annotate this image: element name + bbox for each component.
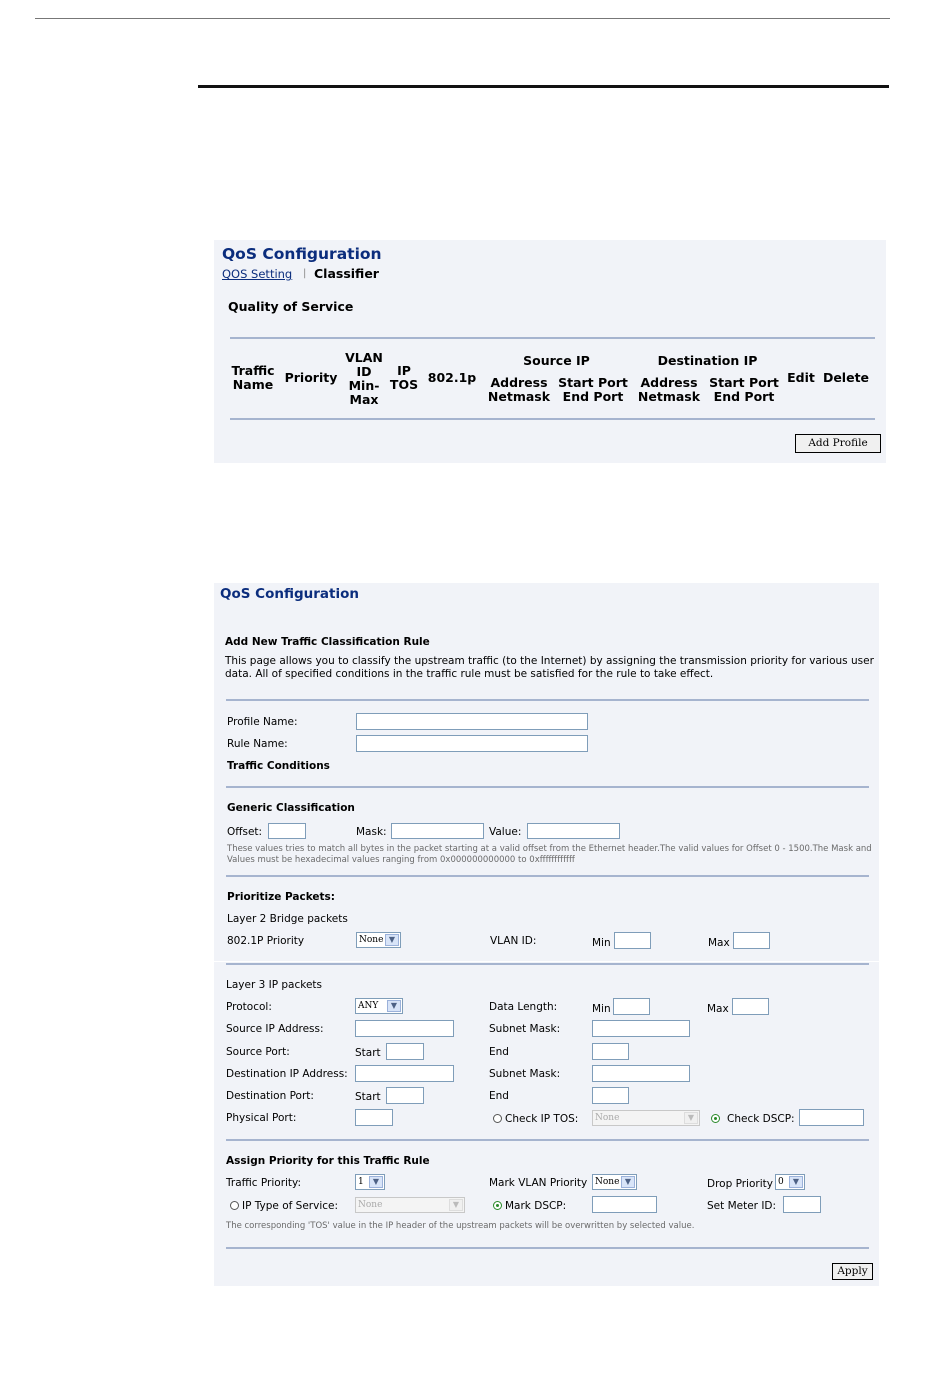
check-ip-tos-label: Check IP TOS: <box>505 1113 579 1125</box>
8021p-priority-select[interactable] <box>356 932 401 948</box>
col-destination-ip: Destination IP <box>657 353 758 368</box>
traffic-priority-select[interactable] <box>355 1174 385 1190</box>
panel-title: QoS Configuration <box>220 586 359 602</box>
chevron-down-icon: ▼ <box>449 1199 463 1211</box>
traffic-priority-value: 1 <box>358 1177 364 1187</box>
data-length-label: Data Length: <box>489 1001 558 1013</box>
col-destination-address: Address Netmask <box>637 375 701 404</box>
col-ip-tos: IP TOS <box>389 363 419 392</box>
section-title: Quality of Service <box>228 299 354 314</box>
source-port-end-input[interactable] <box>592 1043 629 1060</box>
divider-5 <box>226 1139 869 1141</box>
divider-6 <box>226 1247 869 1249</box>
physical-port-label: Physical Port: <box>226 1112 297 1124</box>
vlan-id-label: VLAN ID: <box>490 935 537 947</box>
destination-ip-label: Destination IP Address: <box>226 1068 348 1080</box>
protocol-label: Protocol: <box>226 1001 272 1013</box>
vlan-min-label: Min <box>592 937 611 949</box>
drop-priority-label: Drop Priority <box>707 1178 773 1190</box>
set-meter-id-label: Set Meter ID: <box>707 1200 777 1212</box>
qos-setting-link[interactable]: QOS Setting <box>222 267 293 281</box>
source-port-end-label: End <box>489 1046 509 1058</box>
check-dscp-radio[interactable] <box>711 1114 720 1123</box>
classifier-panel <box>214 240 886 463</box>
source-port-start-input[interactable] <box>386 1043 424 1060</box>
protocol-select[interactable] <box>355 998 403 1014</box>
destination-ip-input[interactable] <box>355 1065 454 1082</box>
apply-button[interactable]: Apply <box>832 1263 873 1280</box>
divider-4 <box>226 963 869 965</box>
destination-port-end-label: End <box>489 1090 509 1102</box>
source-ip-input[interactable] <box>355 1020 454 1037</box>
8021p-priority-label: 802.1P Priority <box>227 935 305 947</box>
check-ip-tos-radio[interactable] <box>493 1114 502 1123</box>
vlan-max-input[interactable] <box>733 932 770 949</box>
col-priority: Priority <box>284 370 338 385</box>
mark-vlan-priority-label: Mark VLAN Priority <box>489 1177 588 1189</box>
source-subnet-mask-label: Subnet Mask: <box>489 1023 561 1035</box>
chevron-down-icon: ▼ <box>385 934 399 946</box>
vlan-min-input[interactable] <box>614 932 651 949</box>
col-delete: Delete <box>822 370 870 385</box>
col-traffic-name: Traffic Name <box>231 363 275 392</box>
generic-classification-heading: Generic Classification <box>227 802 355 814</box>
drop-priority-select[interactable] <box>775 1174 805 1190</box>
value-input[interactable] <box>527 823 620 839</box>
col-source-port: Start Port End Port <box>558 375 628 404</box>
table-top-divider <box>230 337 875 339</box>
source-ip-label: Source IP Address: <box>226 1023 324 1035</box>
band-separator <box>214 961 879 962</box>
ip-type-of-service-value: None <box>358 1200 383 1210</box>
rule-name-input[interactable] <box>356 735 588 752</box>
chevron-down-icon: ▼ <box>684 1112 698 1124</box>
section-divider-rule <box>198 85 889 88</box>
prioritize-packets-heading: Prioritize Packets: <box>227 891 335 903</box>
check-dscp-label: Check DSCP: <box>727 1113 795 1125</box>
destination-port-start-input[interactable] <box>386 1087 424 1104</box>
chevron-down-icon: ▼ <box>387 1000 401 1012</box>
traffic-priority-label: Traffic Priority: <box>226 1177 302 1189</box>
mark-dscp-radio[interactable] <box>493 1201 502 1210</box>
source-port-start-label: Start <box>355 1047 381 1059</box>
col-vlan-id: VLAN ID Min- Max <box>345 350 383 407</box>
divider-3 <box>226 875 869 877</box>
data-length-min-input[interactable] <box>613 998 650 1015</box>
value-label: Value: <box>489 826 522 838</box>
page-top-rule <box>35 18 890 19</box>
destination-subnet-mask-input[interactable] <box>592 1065 690 1082</box>
profile-name-label: Profile Name: <box>227 716 298 728</box>
destination-port-start-label: Start <box>355 1091 381 1103</box>
chevron-down-icon: ▼ <box>369 1176 383 1188</box>
check-dscp-input[interactable] <box>799 1109 864 1126</box>
chevron-down-icon: ▼ <box>789 1176 803 1188</box>
data-length-max-label: Max <box>707 1003 729 1015</box>
ip-type-of-service-select[interactable] <box>355 1197 465 1213</box>
profile-name-input[interactable] <box>356 713 588 730</box>
offset-label: Offset: <box>227 826 263 838</box>
ip-type-of-service-radio[interactable] <box>230 1201 239 1210</box>
nav-separator: | <box>303 268 307 279</box>
traffic-conditions-heading: Traffic Conditions <box>227 760 330 772</box>
check-ip-tos-value: None <box>595 1113 620 1123</box>
add-rule-panel <box>214 583 879 1286</box>
divider-2 <box>226 786 869 788</box>
table-bottom-divider <box>230 418 875 420</box>
col-source-address: Address Netmask <box>487 375 551 404</box>
destination-subnet-mask-label: Subnet Mask: <box>489 1068 561 1080</box>
rule-name-label: Rule Name: <box>227 738 288 750</box>
mark-vlan-priority-value: None <box>595 1177 620 1187</box>
form-description: This page allows you to classify the upstream traffic (to the Internet) by assigning the transmission priority for various user data. All of specified conditions in the traffic rule must be satisfied for the rule to take effect. <box>225 655 874 680</box>
col-source-ip: Source IP <box>523 353 590 368</box>
mark-vlan-priority-select[interactable] <box>592 1174 637 1190</box>
destination-port-label: Destination Port: <box>226 1090 314 1102</box>
physical-port-input[interactable] <box>355 1109 393 1126</box>
divider-1 <box>226 699 869 701</box>
tos-note: The corresponding 'TOS' value in the IP header of the upstream packets will be overwritten by selected value. <box>226 1221 695 1231</box>
col-edit: Edit <box>787 370 815 385</box>
col-destination-port: Start Port End Port <box>709 375 779 404</box>
vlan-max-label: Max <box>708 937 730 949</box>
generic-classification-note: These values tries to match all bytes in the packet starting at a valid offset from the Ethernet header.The valid values for Offset 0 - 1500.The Mask and Values must be hexadecimal values ranging from 0x000000000000 to 0xffffffffffff <box>227 844 872 865</box>
panel-title: QoS Configuration <box>222 245 382 263</box>
form-heading: Add New Traffic Classification Rule <box>225 636 430 648</box>
drop-priority-value: 0 <box>778 1177 784 1187</box>
layer3-heading: Layer 3 IP packets <box>226 979 323 991</box>
destination-port-end-input[interactable] <box>592 1087 629 1104</box>
source-port-label: Source Port: <box>226 1046 290 1058</box>
tab-classifier[interactable]: Classifier <box>314 266 379 281</box>
protocol-value: ANY <box>358 1001 379 1011</box>
mark-dscp-input[interactable] <box>592 1196 657 1213</box>
chevron-down-icon: ▼ <box>621 1176 635 1188</box>
source-subnet-mask-input[interactable] <box>592 1020 690 1037</box>
data-length-max-input[interactable] <box>732 998 769 1015</box>
8021p-priority-value: None <box>359 935 384 945</box>
offset-input[interactable] <box>268 823 306 839</box>
col-8021p: 802.1p <box>427 370 477 385</box>
mask-input[interactable] <box>391 823 484 839</box>
add-profile-button[interactable]: Add Profile <box>795 434 881 453</box>
assign-priority-heading: Assign Priority for this Traffic Rule <box>226 1155 430 1167</box>
check-ip-tos-select[interactable] <box>592 1110 700 1126</box>
mask-label: Mask: <box>356 826 387 838</box>
ip-type-of-service-label: IP Type of Service: <box>242 1200 339 1212</box>
data-length-min-label: Min <box>592 1003 611 1015</box>
mark-dscp-label: Mark DSCP: <box>505 1200 567 1212</box>
layer2-heading: Layer 2 Bridge packets <box>227 913 348 925</box>
set-meter-id-input[interactable] <box>783 1196 821 1213</box>
